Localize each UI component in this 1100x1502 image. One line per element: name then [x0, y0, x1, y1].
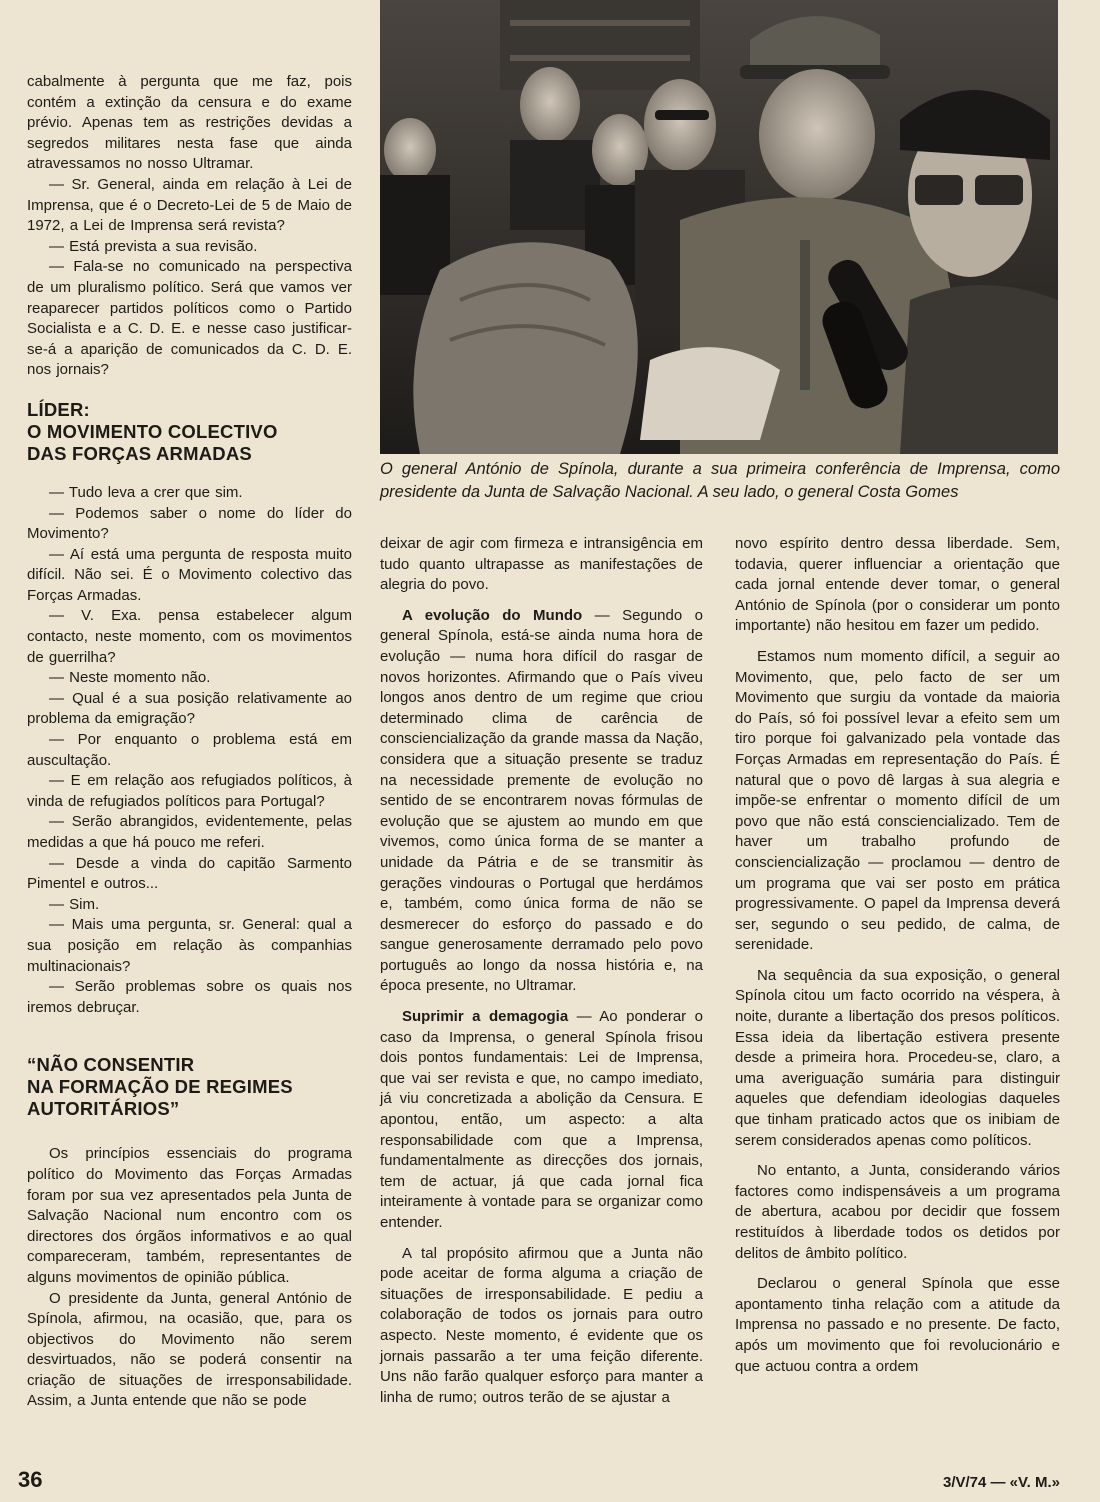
paragraph: — Serão abrangidos, evidentemente, pelas medidas a que há pouco me referi.: [27, 813, 352, 851]
issue-date: 3/V/74 — «V. M.»: [942, 1474, 1060, 1491]
paragraph: — E em relação aos refugiados políticos, à vinda de refugiados políticos para Portugal?: [27, 772, 352, 810]
paragraph: A tal propósito afirmou que a Junta não pode aceitar de forma alguma a criação de situações de irresponsabilidade. E pediu a colaboração de todos os jornais para outro aspecto. Neste momento, é evidente que os jornais passarão a ter uma feição diferente. Uns não farão qualquer esforço para manter a linha de rumo; outros terão de se ajustar a: [380, 1244, 703, 1406]
heading-line: “NÃO CONSENTIR: [27, 1054, 195, 1076]
page-number: 36: [18, 1467, 43, 1492]
paragraph: — Mais uma pergunta, sr. General: qual a sua posição em relação às companhias multinacionais?: [27, 916, 352, 975]
paragraph: [380, 606, 703, 997]
paragraph-text: — Segundo o general Spínola, está-se ainda numa hora de evolução — numa hora difícil do rasgar de novos horizontes. Afirmando que o País viveu longos anos dentro de um regime que criou determinado clima de carência de consciencialização da grande massa da Nação, considera que a situação presente se traduz na necessidade premente de evolução no sentido de se encontrarem novas fórmulas de evolução que se ajustem ao mundo em que vivemos, como única forma de se manter a unidade da Pátria e de se transmitir às gerações vindouras o Portugal que herdámos e, também, como única forma de não se desmerecer do esforço do passado e do sangue generosamente derramado pelo povo português ao longo da nossa história e, na época presente, no Ultramar.: [380, 606, 703, 995]
paragraph: — Serão problemas sobre os quais nos iremos debruçar.: [27, 978, 352, 1016]
paragraph: — V. Exa. pensa estabelecer algum contacto, neste momento, com os movimentos de guerrilha?: [27, 607, 352, 666]
paragraph: Os princípios essenciais do programa político do Movimento das Forças Armadas foram por sua vez apresentados pela Junta de Salvação Nacional num encontro com os directores dos órgãos informativos e ao qual compareceram, também, representantes de alguns movimentos de opinião pública.: [27, 1145, 352, 1286]
paragraph: — Podemos saber o nome do líder do Movimento?: [27, 504, 352, 543]
paragraph: — Neste momento não.: [49, 669, 211, 687]
heading-line: NA FORMAÇÃO DE REGIMES: [27, 1076, 293, 1098]
heading-line: AUTORITÁRIOS”: [27, 1098, 180, 1120]
section-heading-nao-consentir: [27, 1054, 352, 1120]
paragraph: — Sim.: [49, 895, 100, 913]
paragraph: Declarou o general Spínola que esse apontamento tinha relação com a atitude da Imprensa no passado e no presente. De facto, após um movimento que foi revolucionário e que actuou contra a ordem: [735, 1275, 1060, 1375]
paragraph: [380, 1007, 703, 1234]
paragraph: deixar de agir com firmeza e intransigência em tudo quanto ultrapasse as manifestações de alegria do povo.: [380, 535, 703, 594]
paragraph: O presidente da Junta, general António de Spínola, afirmou, na ocasião, que, para os objectivos do Movimento não serem desvirtuados, não se poderá consentir na criação de situações de irresponsabilidade. Assim, a Junta entende que não se pode: [27, 1289, 352, 1410]
press-conference-photo: [380, 0, 1058, 454]
paragraph: — Por enquanto o problema está em auscultação.: [27, 731, 352, 769]
article-column-middle: [380, 534, 703, 1408]
paragraph: — Sr. General, ainda em relação à Lei de Imprensa, que é o Decreto-Lei de 5 de Maio de 1972, a Lei de Imprensa será revista?: [27, 175, 352, 235]
paragraph: — Qual é a sua posição relativamente ao problema da emigração?: [27, 689, 352, 728]
paragraph: — Está prevista a sua revisão.: [49, 237, 258, 255]
paragraph: cabalmente à pergunta que me faz, pois contém a extinção da censura e do exame prévio. Apenas tem as restrições devidas a segredos militares nesta fase que ainda atravessamos no nosso Ultramar.: [27, 73, 352, 173]
heading-line: O MOVIMENTO COLECTIVO: [27, 420, 278, 442]
paragraph: — Fala-se no comunicado na perspectiva de um pluralismo político. Será que vamos ver reaparecer partidos políticos como o Partido Socialista e a C. D. E. e nesse caso justificar-se-á a aparição de comunicados da C. D. E. nos jornais?: [27, 258, 352, 379]
paragraph: No entanto, a Junta, considerando vários factores como indispensáveis a um programa de abertura, acabou por decidir que fossem restituídos à liberdade todos os detidos por delitos de âmbito político.: [735, 1162, 1060, 1262]
paragraph: — Tudo leva a crer que sim.: [49, 483, 243, 501]
photo-caption: O general António de Spínola, durante a sua primeira conferência de Imprensa, como presidente da Junta de Salvação Nacional. A seu lado, o general Costa Gomes: [380, 460, 1060, 501]
subhead-demagogia: Suprimir a demagogia: [402, 1008, 569, 1026]
paragraph: Na sequência da sua exposição, o general Spínola citou um facto ocorrido na véspera, à noite, durante a libertação dos presos políticos. Essa ideia da libertação estivera presente desde a primeira hora. Procedeu-se, claro, a uma averiguação sumária para distinguir aqueles que defendiam ideologias daqueles que tinham praticado actos que os inibiam de serem considerados apenas como políticos.: [735, 966, 1060, 1149]
heading-line: DAS FORÇAS ARMADAS: [27, 442, 252, 464]
paragraph-text: — Ao ponderar o caso da Imprensa, o general Spínola frisou dois pontos fundamentais: Lei de Imprensa, que vai ser revista e que, no campo imediato, já viu concretizada a abolição da Censura. E apontou, então, um aspecto: a alta responsabilidade com que a Imprensa, fundamentalmente as direcções dos jornais, tem de actuar, já que cada jornal fica inteiramente à vontade para se organizar como entender.: [380, 1008, 703, 1231]
heading-line: LÍDER:: [27, 398, 90, 420]
article-column-left: [27, 72, 352, 1412]
photo-illustration: [380, 0, 1058, 454]
section-heading-lider: [27, 399, 352, 465]
paragraph: — Aí está uma pergunta de resposta muito difícil. Não sei. É o Movimento colectivo das Forças Armadas.: [27, 545, 352, 604]
paragraph: Estamos num momento difícil, a seguir ao Movimento, que, pelo facto de ser um Movimento que surgiu da vontade da maioria do País, só foi possível levar a efeito sem um tiro porque foi galvanizado pela vontade das Forças Armadas em representação do País. É natural que o povo dê largas à sua alegria e impõe-se enfrentar o momento difícil de um povo que não está consciencializado. Tem de haver um trabalho profundo de consciencialização — proclamou — dentro de um programa que vai ser posto em prática progressivamente. O papel da Imprensa deverá ser, segundo o seu pedido, de calma, de serenidade.: [735, 647, 1060, 954]
paragraph: novo espírito dentro dessa liberdade. Sem, todavia, querer influenciar a orientação que cada jornal entende dever tomar, o general António de Spínola (por o considerar um ponto importante) não hesitou em fazer um pedido.: [735, 535, 1060, 635]
article-column-right: [735, 534, 1060, 1377]
subhead-evolucao: A evolução do Mundo: [402, 606, 583, 624]
paragraph: — Desde a vinda do capitão Sarmento Pimentel e outros...: [27, 854, 352, 893]
